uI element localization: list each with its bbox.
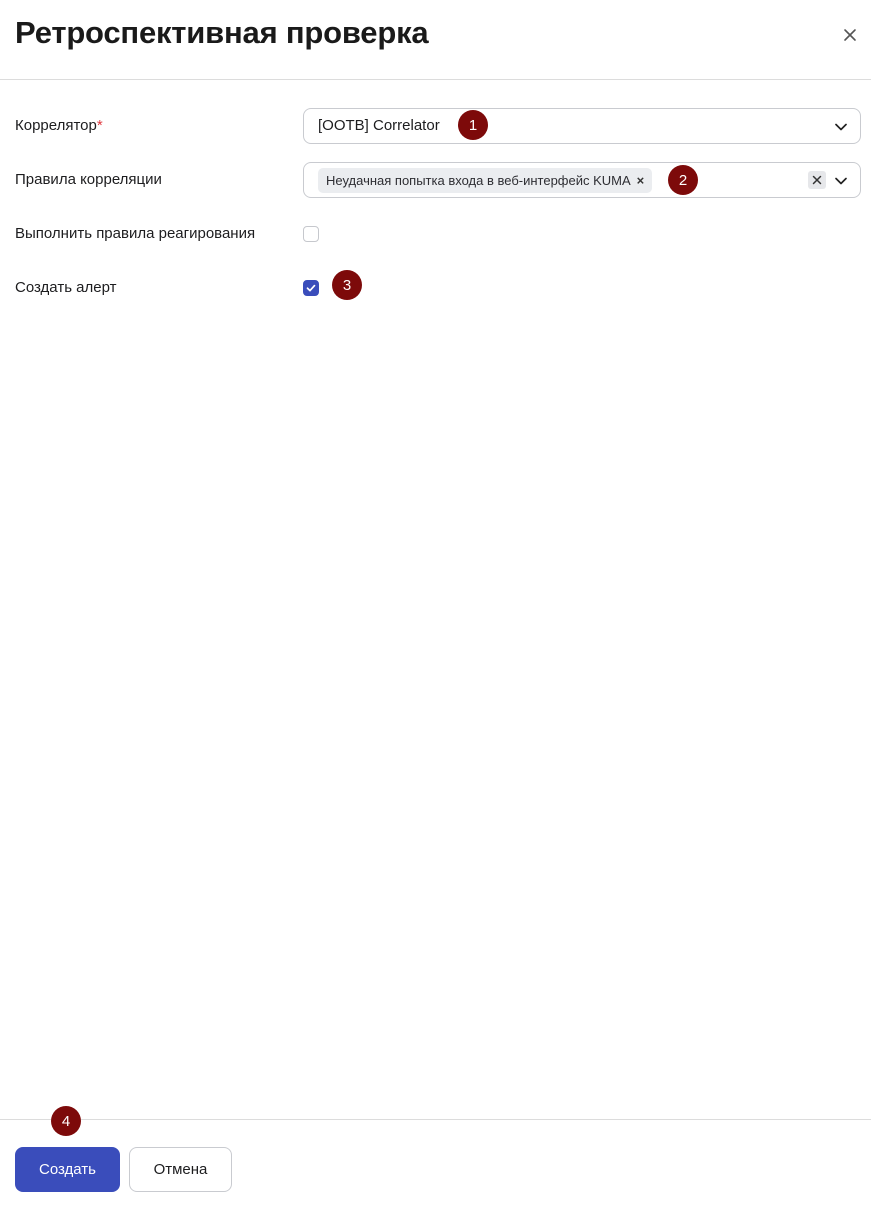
dialog-title: Ретроспективная проверка — [15, 15, 429, 50]
rule-tag-label: Неудачная попытка входа в веб-интерфейс KUMA — [326, 173, 631, 188]
correlator-label-text: Коррелятор — [15, 117, 97, 134]
correlator-selected-value: [OOTB] Correlator — [318, 117, 440, 134]
correlator-select[interactable] — [303, 108, 861, 144]
create-button[interactable]: Создать — [15, 1147, 120, 1192]
rule-tag — [318, 168, 652, 193]
clear-selection-button[interactable] — [808, 171, 826, 189]
correlator-label — [15, 117, 103, 134]
run-response-rules-checkbox[interactable] — [303, 226, 319, 242]
dialog-header — [0, 0, 871, 80]
annotation-marker-1: 1 — [458, 110, 488, 140]
correlation-rules-label: Правила корреляции — [15, 171, 162, 188]
chevron-down-icon — [834, 120, 848, 134]
chevron-down-icon — [834, 174, 848, 188]
annotation-marker-4: 4 — [51, 1106, 81, 1136]
create-alert-checkbox[interactable] — [303, 280, 319, 296]
required-mark: * — [96, 117, 103, 134]
annotation-marker-3: 3 — [332, 270, 362, 300]
close-button[interactable] — [839, 24, 861, 46]
correlation-rules-select[interactable] — [303, 162, 861, 198]
footer-divider — [0, 1119, 871, 1120]
annotation-marker-2: 2 — [668, 165, 698, 195]
checkmark-icon — [303, 280, 319, 296]
clear-icon — [808, 171, 826, 189]
run-response-rules-label: Выполнить правила реагирования — [15, 225, 256, 242]
close-icon — [839, 24, 861, 46]
tag-remove-button[interactable]: × — [636, 173, 645, 188]
cancel-button[interactable]: Отмена — [129, 1147, 232, 1192]
create-alert-label: Создать алерт — [15, 279, 117, 296]
